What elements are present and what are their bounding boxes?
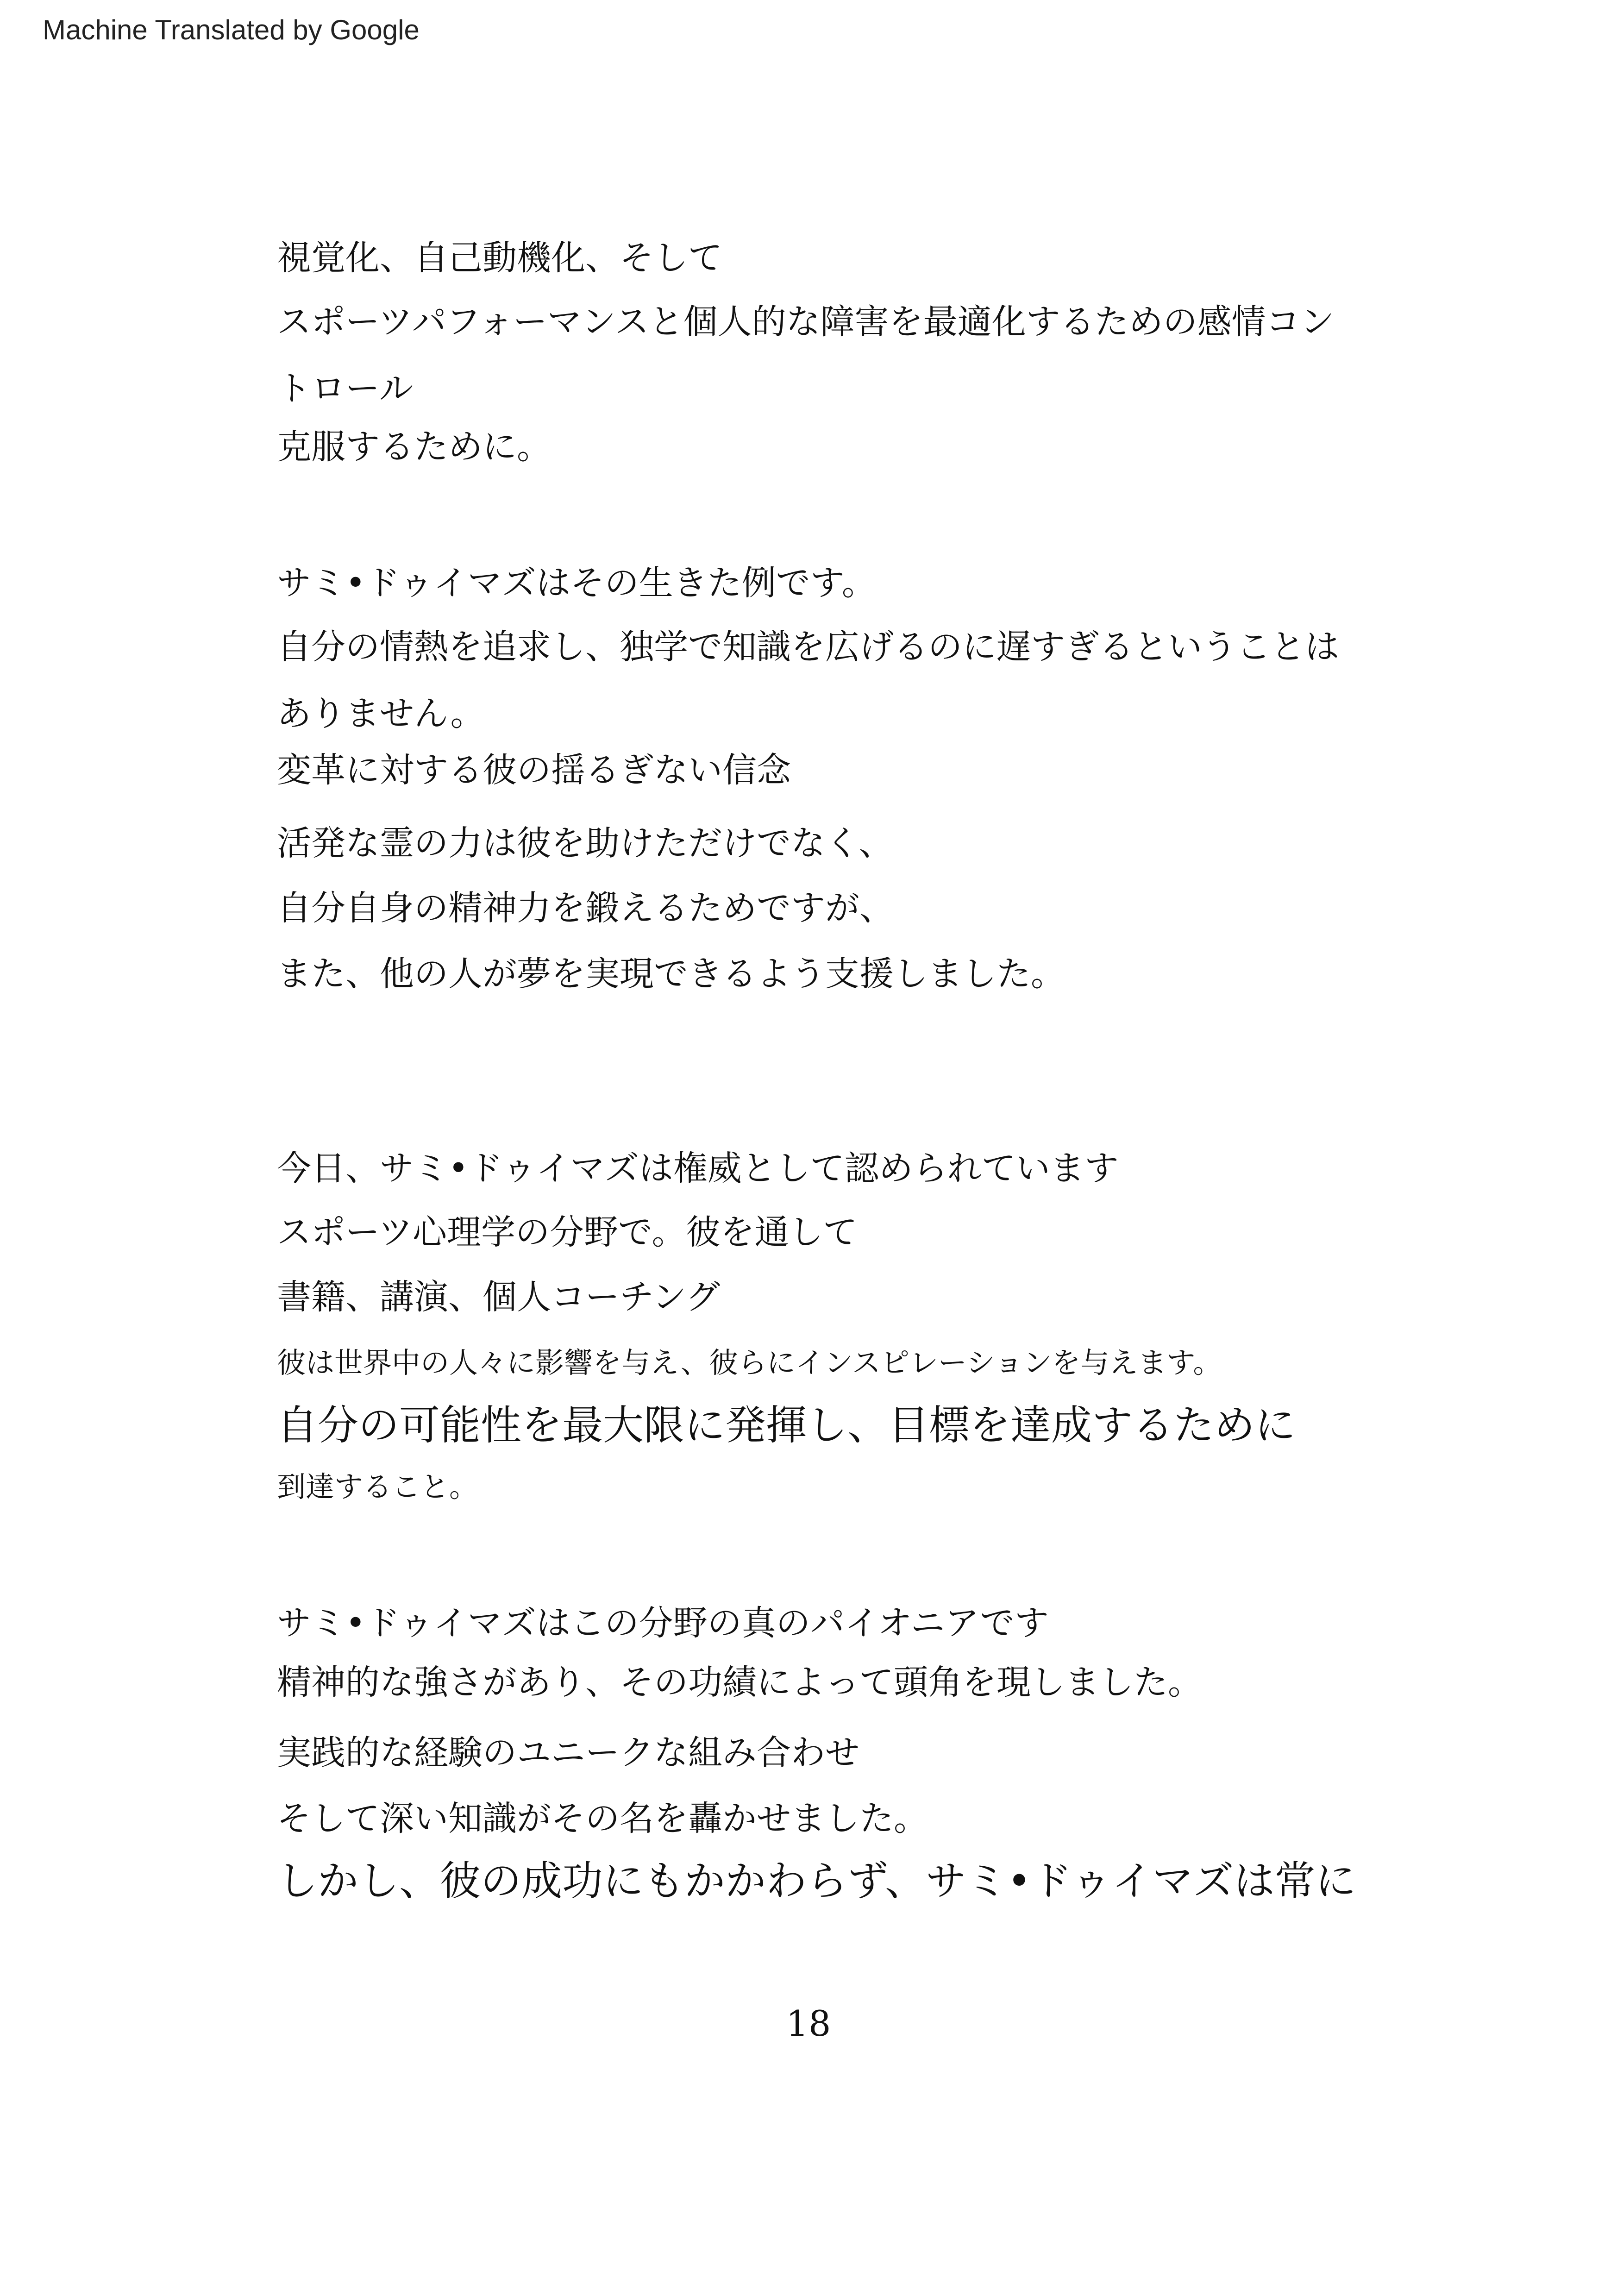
- text-line: 活発な霊の力は彼を助けただけでなく、: [277, 823, 893, 863]
- text-line: ありません。: [277, 694, 485, 734]
- text-line: 自分自身の精神力を鍛えるためですが、: [277, 888, 894, 928]
- machine-translation-notice: Machine Translated by Google: [43, 14, 420, 45]
- text-line: 実践的な経験のユニークな組み合わせ: [277, 1733, 859, 1773]
- text-line: サミ•ドゥイマズはその生きた例です。: [277, 563, 876, 603]
- text-line: 彼は世界中の人々に影響を与え、彼らにインスピレーションを与えます。: [277, 1346, 1222, 1380]
- text-line: 視覚化、自己動機化、そして: [277, 238, 722, 278]
- text-line: 自分の情熱を追求し、独学で知識を広げるのに遅すぎるということは: [277, 627, 1339, 667]
- text-line: また、他の人が夢を実現できるよう支援しました。: [277, 954, 1065, 994]
- text-line: 克服するために。: [277, 427, 551, 467]
- text-line: スポーツパフォーマンスと個人的な障害を最適化するための感情コン: [277, 302, 1335, 342]
- text-line: 変革に対する彼の揺るぎない信念: [277, 750, 791, 790]
- text-line: 書籍、講演、個人コーチング: [277, 1277, 720, 1317]
- page-number: 18: [786, 2003, 831, 2044]
- text-line: トロール: [277, 369, 414, 408]
- text-line: しかし、彼の成功にもかかわらず、サミ•ドゥイマズは常に: [277, 1857, 1356, 1905]
- text-line: 今日、サミ•ドゥイマズは権威として認められています: [277, 1148, 1119, 1188]
- text-line: 精神的な強さがあり、その功績によって頭角を現しました。: [277, 1662, 1202, 1702]
- text-line: スポーツ心理学の分野で。彼を通して: [277, 1212, 858, 1252]
- text-line: そして深い知識がその名を轟かせました。: [277, 1799, 928, 1838]
- text-line: サミ•ドゥイマズはこの分野の真のパイオニアです: [277, 1603, 1049, 1643]
- text-line: 自分の可能性を最大限に発揮し、目標を達成するために: [277, 1401, 1296, 1449]
- text-line: 到達すること。: [277, 1470, 478, 1504]
